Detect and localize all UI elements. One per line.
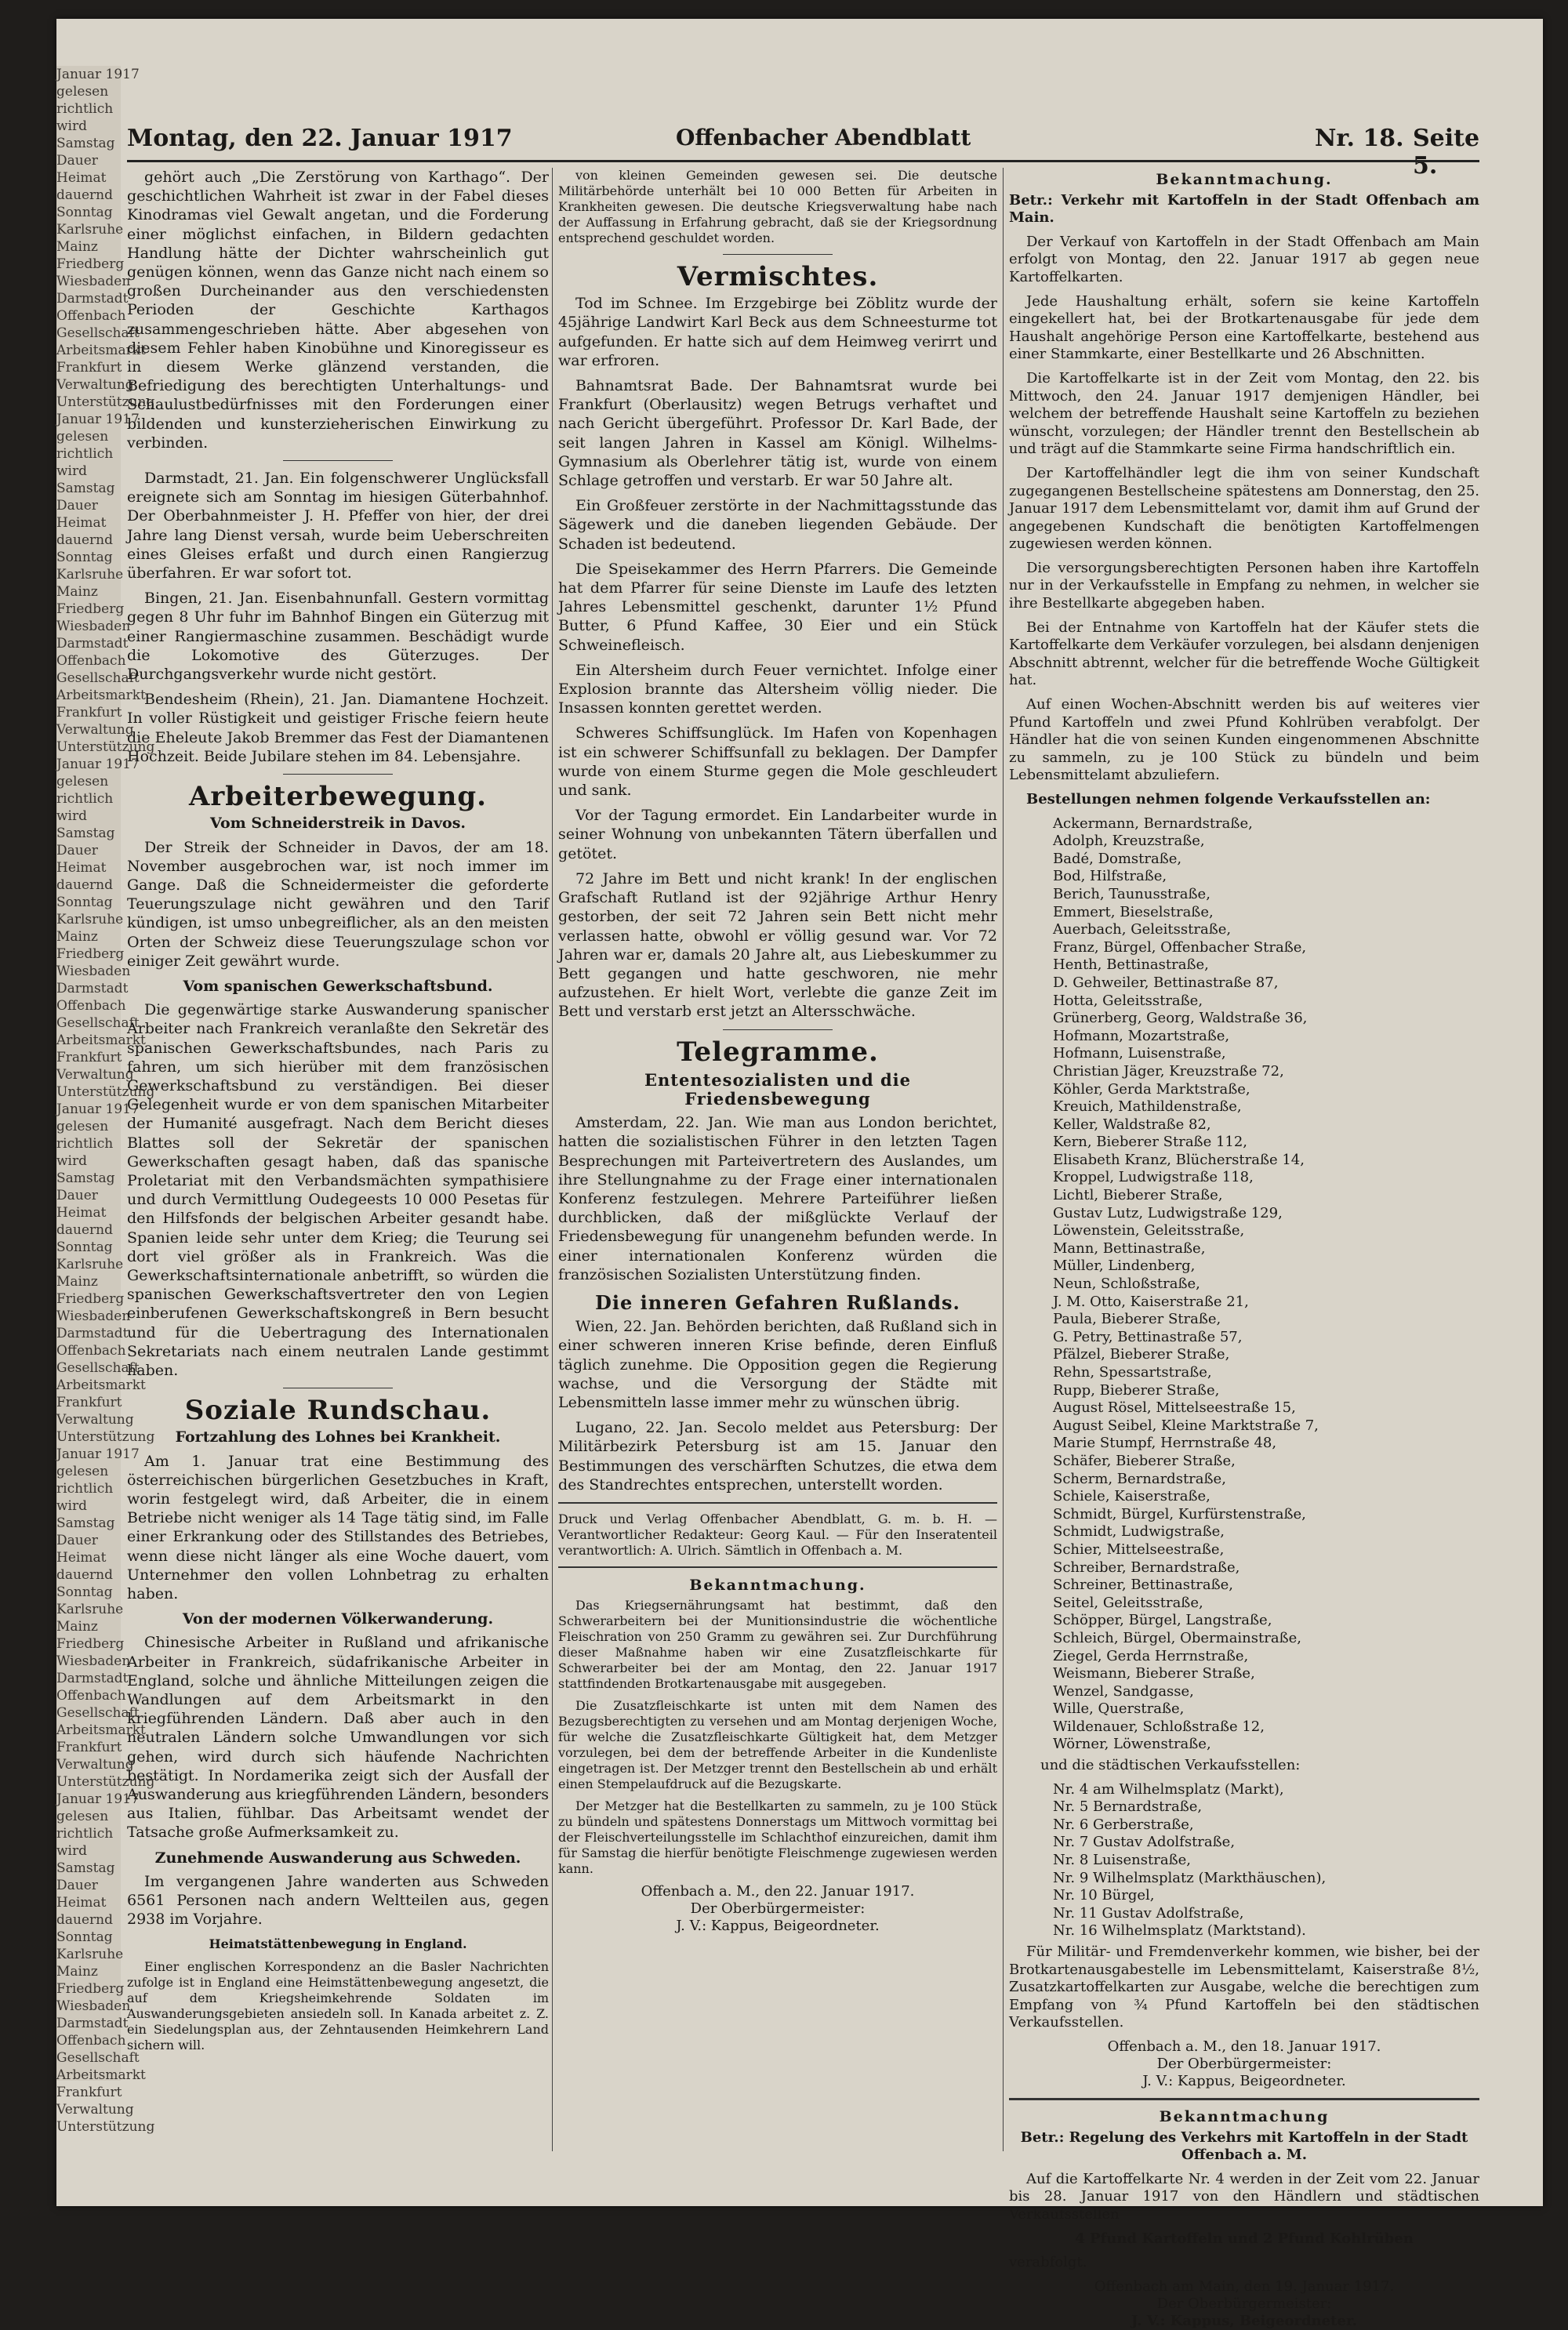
article-schweden: Im vergangenen Jahre wanderten aus Schweden 6561 Personen nach andern Weltteilen aus, gegen 2938 im Vorjahre. [127, 1872, 549, 1929]
subheading-schneiderstreik: Vom Schneiderstreik in Davos. [209, 815, 466, 833]
column-divider [552, 168, 553, 2151]
outlets-heading: Bestellungen nehmen folgende Verkaufsstellen an: [1026, 791, 1431, 808]
previous-page-fragment: Offenbach [56, 308, 126, 324]
previous-page-fragment: Arbeitsmarkt [56, 2067, 146, 2083]
previous-page-fragment: Friedberg [56, 1291, 125, 1307]
previous-page-fragment: Frankfurt [56, 1740, 122, 1755]
previous-page-fragment: dauernd [56, 1912, 113, 1928]
previous-page-fragment: dauernd [56, 1567, 113, 1583]
previous-page-fragment: gelesen [56, 84, 109, 100]
previous-page-fragment: wird [56, 1843, 87, 1859]
outlet-entry: Rupp, Bieberer Straße, [1053, 1381, 1220, 1399]
previous-page-fragment: Friedberg [56, 256, 125, 272]
previous-page-fragment: gelesen [56, 429, 109, 445]
previous-page-fragment: Heimat [56, 1205, 107, 1221]
outlet-entry: Elisabeth Kranz, Blücherstraße 14, [1053, 1151, 1305, 1168]
notice-text: verabfolgt. [1009, 2254, 1087, 2271]
notice-title: Bekanntmachung. [1156, 171, 1333, 188]
divider [283, 460, 393, 461]
news-darmstadt: Darmstadt, 21. Jan. Ein folgenschwerer Unglücksfall ereignete sich am Sonntag im hiesigen Güterbahnhof. Der Oberbahnmeister J. H. Pfeffer von hier, der drei Jahre lang Dienst versah, wurde beim Ueberschreiten eines Gleises erfaßt und durch einen Rangierzug überfahren. Er war sofort tot. [127, 470, 549, 582]
previous-page-fragment: Arbeitsmarkt [56, 343, 146, 358]
telegram-wien: Wien, 22. Jan. Behörden berichten, daß Rußland sich in einer schweren inneren Krise befinde, deren Einfluß täglich zunehme. Die Opposition gegen die Regierung wachse, und die Versorgung der Städte mit Lebensmitteln lasse immer mehr zu wünschen übrig. [558, 1318, 997, 1411]
outlet-entry: Gustav Lutz, Ludwigstraße 129, [1053, 1204, 1283, 1221]
outlet-entry: Mann, Bettinastraße, [1053, 1239, 1206, 1257]
divider [558, 1502, 997, 1504]
previous-page-fragment: Januar 1917 [56, 757, 140, 772]
previous-page-fragment: Dauer [56, 153, 98, 169]
previous-page-fragment: Samstag [56, 1860, 115, 1876]
previous-page-fragment: Wiesbaden [56, 1998, 131, 2014]
previous-page-fragment: Mainz [56, 239, 98, 255]
section-heading-soziale-rundschau: Soziale Rundschau. [184, 1395, 492, 1427]
notice-signatory: J. V.: Kappus, Beigeordneter. [1131, 2312, 1357, 2329]
outlet-entry: Seitel, Geleitsstraße, [1053, 1594, 1203, 1611]
previous-page-fragment: Frankfurt [56, 360, 122, 376]
notice-signatory: J. V.: Kappus, Beigeordneter. [676, 1918, 880, 1935]
heading-gefahren-russlands: Die inneren Gefahren Rußlands. [595, 1290, 960, 1314]
news-ermordet: Vor der Tagung ermordet. Ein Landarbeiter wurde in seiner Wohnung von unbekannten Tätern überfallen und getötet. [558, 807, 997, 862]
city-outlets-heading: und die städtischen Verkaufsstellen: [1040, 1757, 1301, 1774]
notice-subject: Betr.: Verkehr mit Kartoffeln in der Stadt Offenbach am Main. [1009, 191, 1479, 227]
previous-page-fragment: Frankfurt [56, 1395, 122, 1410]
previous-page-fragment: Heimat [56, 1895, 107, 1911]
previous-page-fragment: Verwaltung [56, 1412, 134, 1428]
imprint: Druck und Verlag Offenbacher Abendblatt, G. m. b. H. — Verantwortlicher Redakteur: Georg Kaul. — Für den Inseratenteil verantwortlich: A. Ulrich. Sämtlich in Offenbach a. M. [558, 1511, 997, 1558]
previous-page-fragment: dauernd [56, 1222, 113, 1238]
notice-title: Bekanntmachung. [689, 1576, 866, 1594]
previous-page-fragment: richtlich [56, 101, 114, 117]
previous-page-fragment: Verwaltung [56, 1757, 134, 1773]
page-number: Seite 5. [1413, 125, 1480, 180]
subheading-lohn: Fortzahlung des Lohnes bei Krankheit. [175, 1428, 501, 1446]
previous-page-fragment: Samstag [56, 826, 115, 841]
previous-page-fragment: Friedberg [56, 1981, 125, 1997]
previous-page-strip [56, 66, 155, 2135]
divider [723, 1029, 833, 1030]
telegram-lugano: Lugano, 22. Jan. Secolo meldet aus Petersburg: Der Militärbezirk Petersburg ist am 15. Januar den Bestimmungen des verschärften Schutzes, die etwa dem des Standrechtes entsprechen, unterstellt worden. [558, 1419, 997, 1493]
previous-page-fragment: gelesen [56, 1464, 109, 1479]
outlet-entry: Schmidt, Bürgel, Kurfürstenstraße, [1053, 1505, 1306, 1522]
outlet-entry: Berich, Taunusstraße, [1053, 885, 1210, 902]
outlet-entry: Hotta, Geleitsstraße, [1053, 992, 1203, 1009]
issue-date: Montag, den 22. Januar 1917 [127, 125, 513, 152]
previous-page-fragment: Offenbach [56, 998, 126, 1014]
outlet-entry: Keller, Waldstraße 82, [1053, 1116, 1211, 1133]
outlet-entry: Schreiber, Bernardstraße, [1053, 1559, 1240, 1576]
outlet-entry: Schleich, Bürgel, Obermainstraße, [1053, 1629, 1301, 1646]
previous-page-fragment: Friedberg [56, 1636, 125, 1652]
notice-text: Die Zusatzfleischkarte ist unten mit dem Namen des Bezugsberechtigten zu versehen und am Montag derjenigen Woche, für welche die Zusatzfleischkarte Gültigkeit hat, dem Metzger vorzulegen, bei dem der betreffende Arbeiter in die Kundenliste eingetragen ist. Der Metzger trennt den Bestellschein ab und erhält einen Stempelaufdruck auf die Bezugskarte. [558, 1698, 997, 1792]
previous-page-fragment: Januar 1917 [56, 412, 140, 427]
previous-page-fragment: richtlich [56, 1481, 114, 1497]
previous-page-fragment: Mainz [56, 1619, 98, 1635]
previous-page-fragment: Januar 1917 [56, 67, 140, 82]
previous-page-fragment: Darmstadt [56, 1326, 129, 1341]
article-karthago: gehört auch „Die Zerstörung von Karthago“. Der geschichtlichen Wahrheit ist zwar in der Fabel dieses Kinodramas viel Gewalt angetan, und die Forderung einer möglichst einfachen, in Bildern gedachten Handlung hätte der Dichter wahrscheinlich gut genügen können, wenn das Ganze nicht nach einem so großen Durcheinander aus den verschiedensten Perioden der Geschichte Karthagos zusammengeschrieben hätte. Aber abgesehen von diesem Fehler haben Kinobühne und Kinoregisseur es in diesem Werke glänzend verstanden, die Befriedigung des berechtigten Unterhaltungs- und Schaulustbedürfnisses mit den Forderungen einer bildenden und kunsterzieherischen Einwirkung zu verbinden. [127, 169, 549, 452]
outlet-entry: Pfälzel, Bieberer Straße, [1053, 1346, 1230, 1363]
previous-page-fragment: Offenbach [56, 1688, 126, 1704]
previous-page-fragment: Karlsruhe [56, 1602, 124, 1617]
previous-page-fragment: Gesellschaft [56, 2050, 140, 2066]
previous-page-fragment: Wiesbaden [56, 619, 131, 634]
column-1 [127, 168, 549, 2060]
newspaper-page [56, 19, 1543, 2329]
outlet-entry: Lichtl, Bieberer Straße, [1053, 1187, 1223, 1204]
outlet-entry: Ziegel, Gerda Herrnstraße, [1053, 1647, 1249, 1664]
subheading-voelkerwanderung: Von der modernen Völkerwanderung. [182, 1610, 494, 1628]
previous-page-fragment: Dauer [56, 1878, 98, 1893]
previous-page-fragment: Sonntag [56, 1584, 113, 1600]
news-bingen: Bingen, 21. Jan. Eisenbahnunfall. Gestern vormittag gegen 8 Uhr fuhr im Bahnhof Bingen ein Güterzug mit einer Rangiermaschine zusammen. Beschädigt wurde die Lokomotive des Güterzuges. Der Durchgangsverkehr wurde nicht gestört. [127, 590, 549, 684]
notice-text: Der Verkauf von Kartoffeln in der Stadt Offenbach am Main erfolgt von Montag, den 22. Januar 1917 ab gegen neue Kartoffelkarten. [1009, 233, 1479, 285]
city-outlet-entry: Nr. 10 Bürgel, [1053, 1887, 1155, 1904]
outlet-entry: G. Petry, Bettinastraße 57, [1053, 1328, 1243, 1345]
city-outlet-entry: Nr. 8 Luisenstraße, [1053, 1852, 1191, 1869]
city-outlets-list [1009, 1781, 1479, 1940]
section-heading-telegramme: Telegramme. [677, 1036, 879, 1068]
previous-page-fragment: Heimat [56, 170, 107, 186]
notice-text: Der Kartoffelhändler legt die ihm von seiner Kundschaft zugegangenen Bestellscheine spätestens am Donnerstag, den 25. Januar 1917 dem Lebensmittelamt vor, damit ihm auf Grund der angegebenen Kundschaft die benötigten Kartoffelmengen zugewiesen werden können. [1009, 464, 1479, 553]
news-tod-im-schnee: Tod im Schnee. Im Erzgebirge bei Zöblitz wurde der 45jährige Landwirt Karl Beck aus dem Schneesturme tot aufgefunden. Er hatte sich auf dem Heimweg verirrt und war erfroren. [558, 295, 997, 369]
outlet-entry: Neun, Schloßstraße, [1053, 1276, 1200, 1293]
previous-page-fragment: Karlsruhe [56, 912, 124, 927]
outlet-entry: Kreuich, Mathildenstraße, [1053, 1098, 1242, 1116]
outlet-entry: Schiele, Kaiserstraße, [1053, 1488, 1210, 1505]
notice-subject: Betr.: Regelung des Verkehrs mit Kartoffeln in der Stadt Offenbach a. M. [1020, 2129, 1468, 2164]
outlet-entry: August Seibel, Kleine Marktstraße 7, [1053, 1417, 1319, 1434]
notice-text: Die versorgungsberechtigten Personen haben ihre Kartoffeln nur in der Verkaufsstelle in Empfang zu nehmen, in welcher sie ihre Bestellkarte abgegeben haben. [1009, 559, 1479, 612]
city-outlet-entry: Nr. 6 Gerberstraße, [1053, 1816, 1194, 1833]
city-outlet-entry: Nr. 11 Gustav Adolfstraße, [1053, 1904, 1244, 1922]
previous-page-fragment: Heimat [56, 515, 107, 531]
outlet-entry: Kroppel, Ludwigstraße 118, [1053, 1169, 1254, 1186]
previous-page-fragment: Mainz [56, 929, 98, 945]
previous-page-fragment: dauernd [56, 187, 113, 203]
notice-text: Jede Haushaltung erhält, sofern sie keine Kartoffeln eingekellert hat, bei der Brotkartenausgabe für jede dem Haushalt angehörige Person eine Kartoffelkarte, bestehend aus einer Stammkarte, einer Bestellkarte und 26 Abschnitten. [1009, 292, 1479, 363]
previous-page-fragment: Frankfurt [56, 2085, 122, 2100]
previous-page-fragment: richtlich [56, 1136, 114, 1152]
article-continued: von kleinen Gemeinden gewesen sei. Die deutsche Militärbehörde unterhält bei 10 000 Betten für Arbeiten in Krankheiten gewesen. Die deutsche Kriegsverwaltung habe nach der Auffassung in Erfahrung gebracht, daß sie der Kriegsordnung entsprechend geschuldet worden. [558, 168, 997, 245]
outlet-entry: Wildenauer, Schloßstraße 12, [1053, 1718, 1265, 1735]
previous-page-fragment: Frankfurt [56, 1050, 122, 1065]
column-2 [558, 168, 997, 1935]
previous-page-fragment: wird [56, 1153, 87, 1169]
outlet-entry: Franz, Bürgel, Offenbacher Straße, [1053, 938, 1307, 956]
previous-page-fragment: Gesellschaft [56, 1015, 140, 1031]
outlet-entry: Schreiner, Bettinastraße, [1053, 1577, 1233, 1594]
outlet-entry: Paula, Bieberer Straße, [1053, 1311, 1221, 1328]
city-outlet-entry: Nr. 4 am Wilhelmsplatz (Markt), [1053, 1780, 1284, 1798]
previous-page-fragment: wird [56, 808, 87, 824]
notice-title: Bekanntmachung [1159, 2107, 1330, 2125]
previous-page-fragment: Verwaltung [56, 377, 134, 393]
previous-page-fragment: Samstag [56, 481, 115, 496]
previous-page-fragment: Gesellschaft [56, 670, 140, 686]
previous-page-fragment: Wiesbaden [56, 1653, 131, 1669]
news-bendesheim: Bendesheim (Rhein), 21. Jan. Diamantene Hochzeit. In voller Rüstigkeit und geistiger Frische feiern heute die Eheleute Jakob Bremmer das Fest der Diamantenen Hochzeit. Beide Jubilare stehen im 84. Lebensjahre. [127, 691, 549, 765]
outlet-entry: Kern, Bieberer Straße 112, [1053, 1134, 1248, 1151]
previous-page-fragment: Verwaltung [56, 722, 134, 738]
previous-page-fragment: dauernd [56, 532, 113, 548]
outlet-entry: Hofmann, Mozartstraße, [1053, 1027, 1230, 1044]
outlet-entry: Löwenstein, Geleitsstraße, [1053, 1222, 1245, 1239]
outlet-entry: Wenzel, Sandgasse, [1053, 1682, 1194, 1700]
previous-page-fragment: Gesellschaft [56, 1705, 140, 1721]
news-bade: Bahnamtsrat Bade. Der Bahnamtsrat wurde bei Frankfurt (Oberlausitz) wegen Betrugs verhaftet und nach Gericht übergeführt. Professor Dr. Karl Bade, der seit langen Jahren in Kassel am Königl. Wilhelms-Gymnasium als Oberlehrer tätig ist, wurde von einem Schlage getroffen und verstarb. Er war 50 Jahre alt. [558, 377, 997, 490]
previous-page-fragment: Januar 1917 [56, 1791, 140, 1807]
notice-office: Der Oberbürgermeister: [1156, 2295, 1332, 2312]
previous-page-fragment: Dauer [56, 843, 98, 858]
article-lohn: Am 1. Januar trat eine Bestimmung des österreichischen bürgerlichen Gesetzbuches in Kraft, worin festgelegt wird, daß Arbeiter, die in einem Betriebe nicht weniger als 14 Tage tätig sind, im Falle einer Erkrankung oder des Stillstandes des Betriebes, wenn diese nicht länger als eine Woche dauert, vom Unternehmer den vollen Lohnbetrag zu erhalten haben. [127, 1452, 549, 1603]
notice-text: Die Kartoffelkarte ist in der Zeit vom Montag, den 22. bis Mittwoch, den 24. Januar 1917 demjenigen Händler, bei welchem der betreffende Haushalt seine Kartoffeln zu beziehen wünscht, vorzulegen; der Händler trennt den Bestellschein ab und trägt auf die Stammkarte seine Firma handschriftlich ein. [1009, 369, 1479, 458]
previous-page-fragment: Frankfurt [56, 705, 122, 720]
article-heimstaetten: Einer englischen Korrespondenz an die Basler Nachrichten zufolge ist in England eine Heimstättenbewegung angesetzt, die auf dem Kriegsheimkehrende Soldaten im Auswanderungsgebieten ansiedeln soll. In Kanada arbeitet z. Z. ein Siedelungsplan aus, der Zehntausenden Heimkehrern Land sichern will. [127, 1958, 549, 2052]
previous-page-fragment: Januar 1917 [56, 1446, 140, 1462]
previous-page-fragment: Arbeitsmarkt [56, 1377, 146, 1393]
previous-page-fragment: Karlsruhe [56, 222, 124, 238]
previous-page-fragment: Mainz [56, 1964, 98, 1980]
previous-page-fragment: Wiesbaden [56, 964, 131, 979]
previous-page-fragment: wird [56, 118, 87, 134]
previous-page-fragment: Dauer [56, 498, 98, 514]
previous-page-fragment: Offenbach [56, 653, 126, 669]
notice-text: 4 Pfund Kartoffeln und 2 Pfund Kohlrüben [1075, 2230, 1414, 2247]
outlet-entry: Henth, Bettinastraße, [1053, 956, 1209, 974]
news-grossfeuer: Ein Großfeuer zerstörte in der Nachmittagsstunde das Sägewerk und die daneben liegenden Gebäude. Der Schaden ist bedeutend. [558, 497, 997, 553]
city-outlet-entry: Nr. 16 Wilhelmsplatz (Marktstand). [1053, 1922, 1306, 1940]
outlet-entry: Adolph, Kreuzstraße, [1053, 833, 1205, 850]
outlet-entry: Wörner, Löwenstraße, [1053, 1736, 1211, 1753]
previous-page-fragment: Unterstützung [56, 1429, 155, 1445]
previous-page-fragment: gelesen [56, 1119, 109, 1134]
previous-page-fragment: Samstag [56, 136, 115, 151]
issue-number: Nr. 18. [1315, 125, 1404, 152]
previous-page-fragment: Unterstützung [56, 2119, 155, 2135]
outlet-entry: Schöpper, Bürgel, Langstraße, [1053, 1612, 1272, 1629]
previous-page-fragment: wird [56, 463, 87, 479]
previous-page-fragment: richtlich [56, 446, 114, 462]
previous-page-fragment: Sonntag [56, 1239, 113, 1255]
news-72-jahre-im-bett: 72 Jahre im Bett und nicht krank! In der englischen Grafschaft Rutland ist der 92jährige Arthur Henry gestorben, der seit 72 Jahren sein Bett nicht mehr verlassen hatte, obwohl er völlig gesund war. Vor 72 Jahren war er, damals 20 Jahre alt, aus Liebeskummer zu Bett gegangen und hatte geschworen, nie mehr aufzustehen. Er hielt Wort, verlebte die ganze Zeit im Bett und verstarb erst jetzt an Altersschwäche. [558, 869, 997, 1021]
previous-page-fragment: Karlsruhe [56, 1947, 124, 1962]
previous-page-fragment: Heimat [56, 860, 107, 876]
notice-signatory: J. V.: Kappus, Beigeordneter. [1142, 2072, 1346, 2089]
outlet-entry: Marie Stumpf, Herrnstraße 48, [1053, 1435, 1277, 1452]
news-speisekammer: Die Speisekammer des Herrn Pfarrers. Die Gemeinde hat dem Pfarrer für seine Dienste im Laufe des letzten Jahres Lebensmittel geschenkt, darunter 1½ Pfund Butter, 6 Pfund Kaffee, 30 Eier und ein Stück Schweinefleisch. [558, 560, 997, 654]
outlet-entry: Emmert, Bieselstraße, [1053, 903, 1214, 920]
previous-page-fragment: Darmstadt [56, 636, 129, 651]
previous-page-fragment: dauernd [56, 877, 113, 893]
divider [283, 774, 393, 775]
notice-office: Der Oberbürgermeister: [1156, 2055, 1332, 2072]
previous-page-fragment: Arbeitsmarkt [56, 688, 146, 703]
previous-page-fragment: richtlich [56, 791, 114, 807]
outlet-entry: Schmidt, Ludwigstraße, [1053, 1523, 1225, 1541]
previous-page-fragment: Wiesbaden [56, 274, 131, 289]
subheading-schweden: Zunehmende Auswanderung aus Schweden. [154, 1849, 521, 1867]
previous-page-fragment: Sonntag [56, 205, 113, 220]
previous-page-fragment: Unterstützung [56, 739, 155, 755]
column-3 [1009, 168, 1479, 2330]
outlet-entry: Hofmann, Luisenstraße, [1053, 1045, 1226, 1062]
paper-name: Offenbacher Abendblatt [676, 125, 971, 151]
previous-page-fragment: Darmstadt [56, 2016, 129, 2031]
notice-text: Für Militär- und Fremdenverkehr kommen, wie bisher, bei der Brotkartenausgabestelle im Lebensmittelamt, Kaiserstraße 8½, Zusatzkartoffelkarten zur Ausgabe, welche die berechtigen zum Empfang von ¾ Pfund Kartoffeln bei den städtischen Verkaufsstellen. [1009, 1943, 1479, 2031]
previous-page-fragment: Wiesbaden [56, 1308, 131, 1324]
previous-page-fragment: Unterstützung [56, 1774, 155, 1790]
previous-page-fragment: Verwaltung [56, 2102, 134, 2118]
previous-page-fragment: Januar 1917 [56, 1101, 140, 1117]
previous-page-fragment: Karlsruhe [56, 1257, 124, 1272]
city-outlet-entry: Nr. 9 Wilhelmsplatz (Markthäuschen), [1053, 1869, 1327, 1886]
outlet-entry: Schier, Mittelseestraße, [1053, 1541, 1225, 1558]
subheading-gewerkschaftsbund: Vom spanischen Gewerkschaftsbund. [183, 977, 493, 995]
telegram-amsterdam: Amsterdam, 22. Jan. Wie man aus London berichtet, hatten die sozialistischen Führer in den letzten Tagen Besprechungen mit Parteivertretern des Auslandes, um ihre Stellungnahme zu der Frage einer internationalen Konferenz festzulegen. Mehrere Parteiführer ließen durchblicken, daß der mißglückte Verlauf der Friedensbewegung für unangenehm befunden werde. In einer internationalen Konferenz würden die französischen Sozialisten Unterstützung finden. [558, 1114, 997, 1283]
notice-text: Auf einen Wochen-Abschnitt werden bis auf weiteres vier Pfund Kartoffeln und zwei Pfund Kohlrüben verabfolgt. Der Händler hat die von seinen Kunden eingenommenen Abschnitte zu sammeln, zu je 100 Stück zu bündeln und beim Lebensmittelamt abzuliefern. [1009, 696, 1479, 784]
city-outlet-entry: Nr. 7 Gustav Adolfstraße, [1053, 1834, 1236, 1851]
previous-page-fragment: Sonntag [56, 895, 113, 910]
previous-page-fragment: Darmstadt [56, 981, 129, 996]
notice-place-date: Offenbach am Main, den 19. Januar 1917. [1094, 2277, 1395, 2295]
previous-page-fragment: Arbeitsmarkt [56, 1722, 146, 1738]
section-heading-vermischtes: Vermischtes. [677, 261, 879, 292]
notice-place-date: Offenbach a. M., den 22. Januar 1917. [641, 1883, 915, 1900]
previous-page-fragment: Gesellschaft [56, 1360, 140, 1376]
previous-page-fragment: Sonntag [56, 550, 113, 565]
previous-page-fragment: Sonntag [56, 1929, 113, 1945]
divider [1009, 2098, 1479, 2100]
outlet-entry: August Rösel, Mittelseestraße 15, [1053, 1399, 1296, 1417]
previous-page-fragment: gelesen [56, 774, 109, 789]
previous-page-fragment: Verwaltung [56, 1067, 134, 1083]
outlet-entry: Schäfer, Bieberer Straße, [1053, 1452, 1236, 1469]
previous-page-fragment: Dauer [56, 1188, 98, 1203]
previous-page-fragment: Friedberg [56, 946, 125, 962]
previous-page-fragment: Gesellschaft [56, 325, 140, 341]
previous-page-fragment: Darmstadt [56, 291, 129, 307]
divider [558, 1566, 997, 1568]
outlet-entry: D. Gehweiler, Bettinastraße 87, [1053, 974, 1279, 991]
article-voelkerwanderung: Chinesische Arbeiter in Rußland und afrikanische Arbeiter in Frankreich, südafrikanische Arbeiter in England, solche und ähnliche Mitteilungen zeigen die Wandlungen auf dem Arbeitsmarkt in den kriegführenden Ländern. Daß aber auch in den neutralen Ländern solche Umwandlungen vor sich gehen, wird durch sich häufende Nachrichten bestätigt. In Nordamerika zeigt sich der Ausfall der Auswanderung aus kriegführenden Ländern, besonders aus Italien, fühlbar. Das Arbeitsamt wendet der Tatsache große Aufmerksamkeit zu. [127, 1634, 549, 1842]
divider [723, 254, 833, 255]
previous-page-fragment: Karlsruhe [56, 567, 124, 582]
outlet-entry: Scherm, Bernardstraße, [1053, 1470, 1226, 1487]
previous-page-fragment: Unterstützung [56, 394, 155, 410]
notice-text: Bei der Entnahme von Kartoffeln hat der Käufer stets die Kartoffelkarte dem Verkäufer vorzulegen, bei alsdann denjenigen Abschnitt abtrennt, welcher für die betreffende Woche Gültigkeit hat. [1009, 619, 1479, 689]
outlet-entry: Müller, Lindenberg, [1053, 1258, 1196, 1275]
previous-page-fragment: Offenbach [56, 2033, 126, 2049]
outlet-entry: Rehn, Spessartstraße, [1053, 1364, 1212, 1381]
previous-page-fragment: wird [56, 1498, 87, 1514]
outlet-entry: Wille, Querstraße, [1053, 1700, 1185, 1718]
news-schiffsunglueck: Schweres Schiffsunglück. Im Hafen von Kopenhagen ist ein schwerer Schiffsunfall zu beklagen. Der Dampfer wurde von einem Sturme gegen die Mole geschleudert und sank. [558, 724, 997, 800]
section-heading-arbeiterbewegung: Arbeiterbewegung. [189, 781, 487, 813]
previous-page-fragment: Friedberg [56, 601, 125, 617]
notice-text: Auf die Kartoffelkarte Nr. 4 werden in der Zeit vom 22. Januar bis 28. Januar 1917 von den Händlern und städtischen Verkaufsstellen [1009, 2170, 1479, 2223]
previous-page-fragment: Offenbach [56, 1343, 126, 1359]
previous-page-fragment: richtlich [56, 1826, 114, 1842]
previous-page-fragment: Arbeitsmarkt [56, 1033, 146, 1048]
outlet-entry: Ackermann, Bernardstraße, [1053, 815, 1253, 832]
previous-page-fragment: Dauer [56, 1533, 98, 1548]
outlet-entry: Auerbach, Geleitsstraße, [1053, 921, 1232, 938]
outlets-list [1009, 815, 1479, 1754]
previous-page-fragment: Mainz [56, 1274, 98, 1290]
heading-ententesozialisten: Ententesozialisten und die Friedensbewegung [644, 1069, 911, 1109]
notice-place-date: Offenbach a. M., den 18. Januar 1917. [1107, 2038, 1381, 2055]
outlet-entry: Bod, Hilfstraße, [1053, 868, 1167, 885]
outlet-entry: J. M. Otto, Kaiserstraße 21, [1053, 1293, 1249, 1310]
article-gewerkschaftsbund: Die gegenwärtige starke Auswanderung spanischer Arbeiter nach Frankreich veranlaßte den Sekretär des spanischen Gewerkschaftsbundes, nach Paris zu fahren, um sich hierüber mit dem französischen Gewerkschaftsbund zu verständigen. Bei dieser Gelegenheit wurde er von dem spanischen Mitarbeiter der Humanité ausgefragt. Nach dem Bericht dieses Blattes soll der Sekretär der spanischen Gewerkschaften gesagt haben, daß das spanische Proletariat mit den Verbandsmächten sympathisiere und durch Vermittlung Oudegeests 10 000 Pesetas für den Hilfsfonds der belgischen Arbeiter gesandt habe. Spanien leide sehr unter dem Krieg; die Teurung sei dort viel größer als in Frankreich. Was die Gewerkschaftsinternationale anbetrifft, so würden die spanischen Gewerkschaftsvertreter den von Legien einberufenen Gewerkschaftskongreß in Bern besucht und für die Uebertragung des Internationalen Sekretariats nach einem neutralen Lande gestimmt haben. [127, 1001, 549, 1379]
previous-page-fragment: gelesen [56, 1809, 109, 1824]
outlet-entry: Köhler, Gerda Marktstraße, [1053, 1080, 1250, 1098]
outlet-entry: Grünerberg, Georg, Waldstraße 36, [1053, 1010, 1308, 1027]
news-altersheim: Ein Altersheim durch Feuer vernichtet. Infolge einer Explosion brannte das Altersheim völlig nieder. Die Insassen konnten gerettet werden. [558, 661, 997, 717]
outlet-entry: Badé, Domstraße, [1053, 850, 1182, 867]
header-rule [127, 160, 1479, 162]
subheading-heimstaetten: Heimatstättenbewegung in England. [209, 1936, 467, 1952]
previous-page-fragment: Mainz [56, 584, 98, 600]
article-schneiderstreik: Der Streik der Schneider in Davos, der am 18. November ausgebrochen war, ist noch immer im Gange. Daß die Schneidermeister die geforderte Teuerungszulage nicht gewähren und den Tarif kündigen, ist umso unbegreiflicher, als an den meisten Orten der Schweiz diese Teuerungszulage schon vor einiger Zeit gewährt wurde. [127, 838, 549, 970]
previous-page-fragment: Unterstützung [56, 1084, 155, 1100]
outlet-entry: Weismann, Bieberer Straße, [1053, 1665, 1255, 1682]
city-outlet-entry: Nr. 5 Bernardstraße, [1053, 1798, 1203, 1816]
outlet-entry: Christian Jäger, Kreuzstraße 72, [1053, 1062, 1284, 1080]
previous-page-fragment: Heimat [56, 1550, 107, 1566]
notice-text: Das Kriegsernährungsamt hat bestimmt, daß den Schwerarbeitern bei der Munitionsindustrie die wöchentliche Fleischration von 250 Gramm zu gewähren sei. Zur Durchführung dieser Maßnahme haben wir eine Zusatzfleischkarte für Schwerarbeiter bei der am Montag, den 22. Januar 1917 stattfindenden Brotkartenausgabe mit ausgegeben. [558, 1598, 997, 1692]
column-divider [1003, 168, 1004, 2151]
notice-text: Der Metzger hat die Bestellkarten zu sammeln, zu je 100 Stück zu bündeln und spätestens Donnerstags um Mittwoch vormittag bei der Fleischverteilungsstelle im Schlachthof einzureichen, damit ihm für Samstag die hierfür benötigte Fleischmenge zugewiesen werden kann. [558, 1798, 997, 1877]
previous-page-fragment: Darmstadt [56, 1671, 129, 1686]
previous-page-fragment: Samstag [56, 1170, 115, 1186]
notice-office: Der Oberbürgermeister: [690, 1900, 866, 1918]
previous-page-fragment: Samstag [56, 1515, 115, 1531]
